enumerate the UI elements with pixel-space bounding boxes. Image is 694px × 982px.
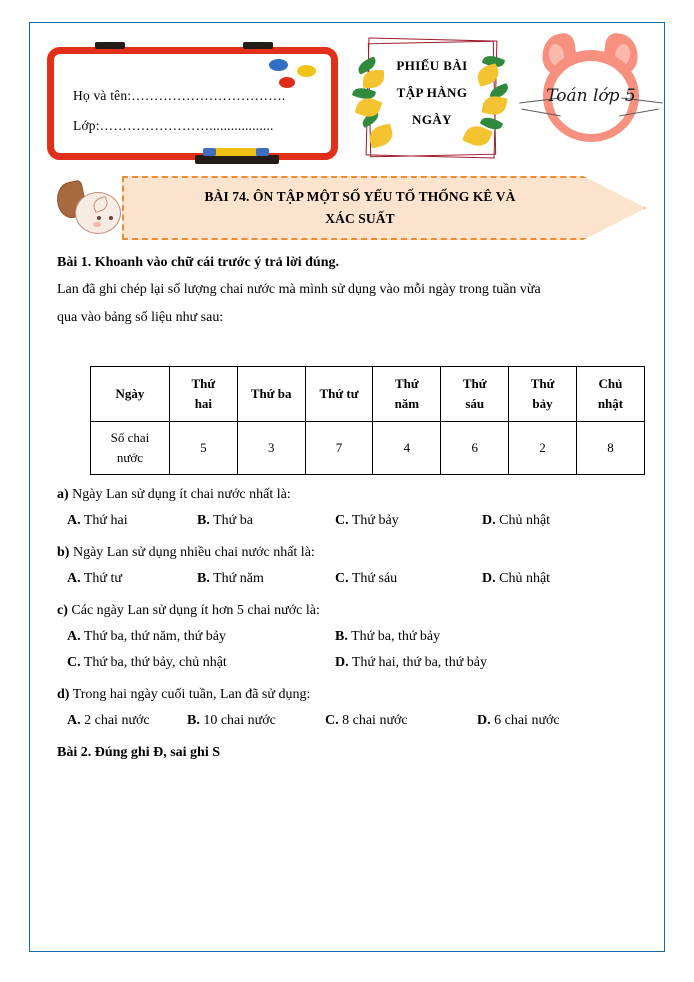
question-d	[57, 682, 645, 734]
option-b-1[interactable]: A. Thứ tư	[67, 571, 122, 586]
table-cell-count-thursday: 4	[373, 422, 441, 475]
exercise1-intro-line-2: qua vào bảng số liệu như sau:	[57, 310, 224, 325]
mascot-cheek-icon	[93, 222, 101, 227]
student-name-field[interactable]: Họ và tên:…………………………….	[73, 88, 286, 103]
option-c-2[interactable]: B. Thứ ba, thứ bảy	[335, 629, 441, 644]
table-header-friday: Thứ sáu	[441, 367, 509, 422]
exercise1-intro-line-1: Lan đã ghi chép lại số lượng chai nước mà mình sử dụng vào mỗi ngày trong tuần vừa	[57, 282, 541, 297]
table-header-thursday: Thứ năm	[373, 367, 441, 422]
floral-title-line-3: NGÀY	[412, 112, 452, 127]
floral-title-text	[371, 52, 493, 133]
table-header-saturday: Thứ bảy	[509, 367, 577, 422]
magnet-yellow-icon	[297, 65, 316, 77]
floral-title-line-2: TẬP HÀNG	[396, 85, 468, 100]
magnet-blue-icon	[269, 59, 288, 71]
cat-subject-label: Toán lớp 5	[546, 86, 636, 106]
water-bottle-table	[90, 366, 645, 475]
mascot-eye-icon	[109, 216, 113, 220]
lesson-title-banner	[122, 176, 646, 240]
student-class-field[interactable]: Lớp:……………………..................	[73, 118, 274, 133]
table-header-monday: Thứ hai	[169, 367, 237, 422]
question-c-text: Các ngày Lan sử dụng ít hơn 5 chai nước là:	[67, 603, 320, 618]
question-a-options	[57, 508, 645, 534]
student-info-whiteboard	[47, 47, 338, 160]
question-d-text: Trong hai ngày cuối tuần, Lan đã sử dụng:	[69, 687, 311, 702]
option-c-1[interactable]: A. Thứ ba, thứ năm, thứ bảy	[67, 629, 226, 644]
exercise1-heading: Bài 1. Khoanh vào chữ cái trước ý trả lời đúng.	[57, 255, 339, 270]
question-d-label: d)	[57, 687, 70, 702]
squirrel-mascot-icon	[57, 180, 119, 238]
option-c-4[interactable]: D. Thứ hai, thứ ba, thứ bảy	[335, 655, 487, 670]
question-c-options-row-2	[57, 650, 645, 676]
question-a	[57, 482, 645, 534]
page-header	[29, 22, 665, 174]
question-b-text: Ngày Lan sử dụng nhiều chai nước nhất là:	[69, 545, 315, 560]
option-a-3[interactable]: C. Thứ bảy	[335, 513, 399, 528]
marker-icon	[212, 148, 258, 156]
whiteboard-tray	[195, 155, 279, 164]
table-header-day: Ngày	[91, 367, 170, 422]
floral-title-line-1: PHIẾU BÀI	[396, 58, 468, 73]
cat-subject-badge	[515, 28, 665, 173]
question-c-label: c)	[57, 603, 68, 618]
table-header-sunday: Chủ nhật	[576, 367, 644, 422]
option-a-4[interactable]: D. Chủ nhật	[482, 513, 551, 528]
question-b	[57, 540, 645, 592]
table-row-days	[91, 367, 645, 422]
table-row-label-count: Số chai nước	[91, 422, 170, 475]
option-a-2[interactable]: B. Thứ ba	[197, 513, 253, 528]
marker-cap-left-icon	[203, 148, 216, 156]
table-row-counts	[91, 422, 645, 475]
table-cell-count-wednesday: 7	[305, 422, 373, 475]
question-d-options	[57, 708, 645, 734]
option-d-2[interactable]: B. 10 chai nước	[187, 713, 276, 728]
option-a-1[interactable]: A. Thứ hai	[67, 513, 128, 528]
question-b-options	[57, 566, 645, 592]
question-c	[57, 598, 645, 676]
whiteboard-lines	[73, 81, 322, 141]
exercise2-heading: Bài 2. Đúng ghi Đ, sai ghi S	[57, 745, 220, 760]
option-b-2[interactable]: B. Thứ năm	[197, 571, 264, 586]
option-d-1[interactable]: A. 2 chai nước	[67, 713, 150, 728]
worksheet-page	[29, 22, 665, 952]
option-d-3[interactable]: C. 8 chai nước	[325, 713, 408, 728]
floral-title-badge	[347, 30, 517, 170]
table-cell-count-sunday: 8	[576, 422, 644, 475]
whiteboard-clip-right	[243, 42, 273, 49]
question-a-stem	[57, 482, 645, 508]
option-c-3[interactable]: C. Thứ ba, thứ bảy, chủ nhật	[67, 655, 227, 670]
table-header-tuesday: Thứ ba	[237, 367, 305, 422]
question-a-text: Ngày Lan sử dụng ít chai nước nhất là:	[68, 487, 291, 502]
table-cell-count-tuesday: 3	[237, 422, 305, 475]
question-c-options-row-1	[57, 624, 645, 650]
lesson-title-line-1: BÀI 74. ÔN TẬP MỘT SỐ YẾU TỐ THỐNG KÊ VÀ	[204, 189, 516, 204]
lesson-title-line-2: XÁC SUẤT	[325, 211, 395, 226]
option-b-4[interactable]: D. Chủ nhật	[482, 571, 551, 586]
option-b-3[interactable]: C. Thứ sáu	[335, 571, 398, 586]
worksheet-body	[57, 250, 645, 760]
lesson-title-text	[150, 186, 570, 230]
exercise2	[57, 740, 645, 766]
option-d-4[interactable]: D. 6 chai nước	[477, 713, 560, 728]
question-d-stem	[57, 682, 645, 708]
table-cell-count-friday: 6	[441, 422, 509, 475]
question-a-label: a)	[57, 487, 69, 502]
question-b-stem	[57, 540, 645, 566]
mascot-eye-icon	[97, 216, 101, 220]
whiteboard-clip-left	[95, 42, 125, 49]
table-cell-count-monday: 5	[169, 422, 237, 475]
marker-cap-right-icon	[256, 148, 269, 156]
table-cell-count-saturday: 2	[509, 422, 577, 475]
question-b-label: b)	[57, 545, 70, 560]
table-header-wednesday: Thứ tư	[305, 367, 373, 422]
question-c-stem	[57, 598, 645, 624]
lesson-banner-area	[29, 176, 665, 240]
